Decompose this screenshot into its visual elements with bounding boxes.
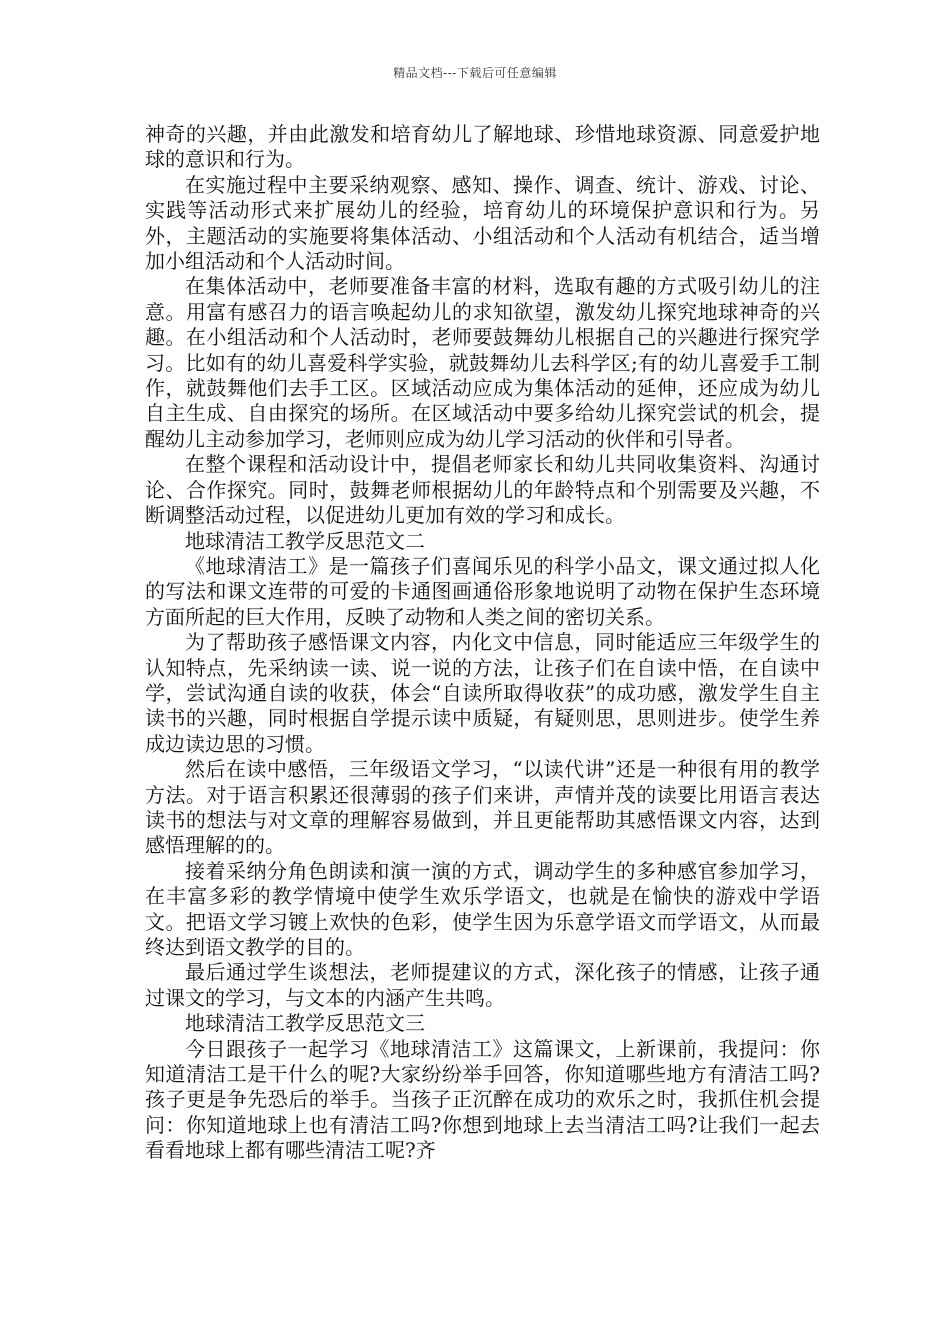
page-header: 精品文档---下载后可任意编辑 [393,66,557,80]
paragraph: 在集体活动中，老师要准备丰富的材料，选取有趣的方式吸引幼儿的注意。用富有感召力的语言唤起幼儿的求知欲望，激发幼儿探究地球神奇的兴趣。在小组活动和个人活动时，老师要鼓舞幼儿根据自己的兴趣进行探究学习。比如有的幼儿喜爱科学实验，就鼓舞幼儿去科学区;有的幼儿喜爱手工制作，就鼓舞他们去手工区。区域活动应成为集体活动的延伸，还应成为幼儿自主生成、自由探究的场所。在区域活动中要多给幼儿探究尝试的机会，提醒幼儿主动参加学习，老师则应成为幼儿学习活动的伙伴和引导者。 [145,274,820,451]
paragraph-continuation: 神奇的兴趣，并由此激发和培育幼儿了解地球、珍惜地球资源、同意爱护地球的意识和行为。 [145,122,820,172]
document-body [145,122,820,1164]
paragraph: 在整个课程和活动设计中，提倡老师家长和幼儿共同收集资料、沟通讨论、合作探究。同时，鼓舞老师根据幼儿的年龄特点和个别需要及兴趣，不断调整活动过程，以促进幼儿更加有效的学习和成长。 [145,452,820,528]
paragraph: 在实施过程中主要采纳观察、感知、操作、调查、统计、游戏、讨论、实践等活动形式来扩展幼儿的经验，培育幼儿的环境保护意识和行为。另外，主题活动的实施要将集体活动、小组活动和个人活动有机结合，适当增加小组活动和个人活动时间。 [145,172,820,274]
paragraph: 最后通过学生谈想法，老师提建议的方式，深化孩子的情感，让孩子通过课文的学习，与文本的内涵产生共鸣。 [145,960,820,1010]
paragraph: 接着采纳分角色朗读和演一演的方式，调动学生的多种感官参加学习，在丰富多彩的教学情境中使学生欢乐学语文，也就是在愉快的游戏中学语文。把语文学习镀上欢快的色彩，使学生因为乐意学语文而学语文，从而最终达到语文教学的目的。 [145,858,820,959]
section-heading: 地球清洁工教学反思范文二 [185,528,425,553]
section-heading: 地球清洁工教学反思范文三 [185,1011,425,1036]
paragraph: 今日跟孩子一起学习《地球清洁工》这篇课文，上新课前，我提问：你知道清洁工是干什么的呢?大家纷纷举手回答，你知道哪些地方有清洁工吗?孩子更是争先恐后的举手。当孩子正沉醉在成功的欢乐之时，我抓住机会提问：你知道地球上也有清洁工吗?你想到地球上去当清洁工吗?让我们一起去看看地球上都有哪些清洁工呢?齐 [145,1036,820,1163]
paragraph: 然后在读中感悟，三年级语文学习，“以读代讲”还是一种很有用的教学方法。对于语言积累还很薄弱的孩子们来讲，声情并茂的读要比用语言表达读书的想法与对文章的理解容易做到，并且更能帮助其感悟课文内容，达到感悟理解的的。 [145,757,820,858]
paragraph: 《地球清洁工》是一篇孩子们喜闻乐见的科学小品文，课文通过拟人化的写法和课文连带的可爱的卡通图画通俗形象地说明了动物在保护生态环境方面所起的巨大作用，反映了动物和人类之间的密切关系。 [145,553,820,629]
paragraph: 为了帮助孩子感悟课文内容，内化文中信息，同时能适应三年级学生的认知特点，先采纳读一读、说一说的方法，让孩子们在自读中悟，在自读中学，尝试沟通自读的收获，体会“自读所取得收获”的成功感，激发学生自主读书的兴趣，同时根据自学提示读中质疑，有疑则思，思则进步。使学生养成边读边思的习惯。 [145,630,820,756]
